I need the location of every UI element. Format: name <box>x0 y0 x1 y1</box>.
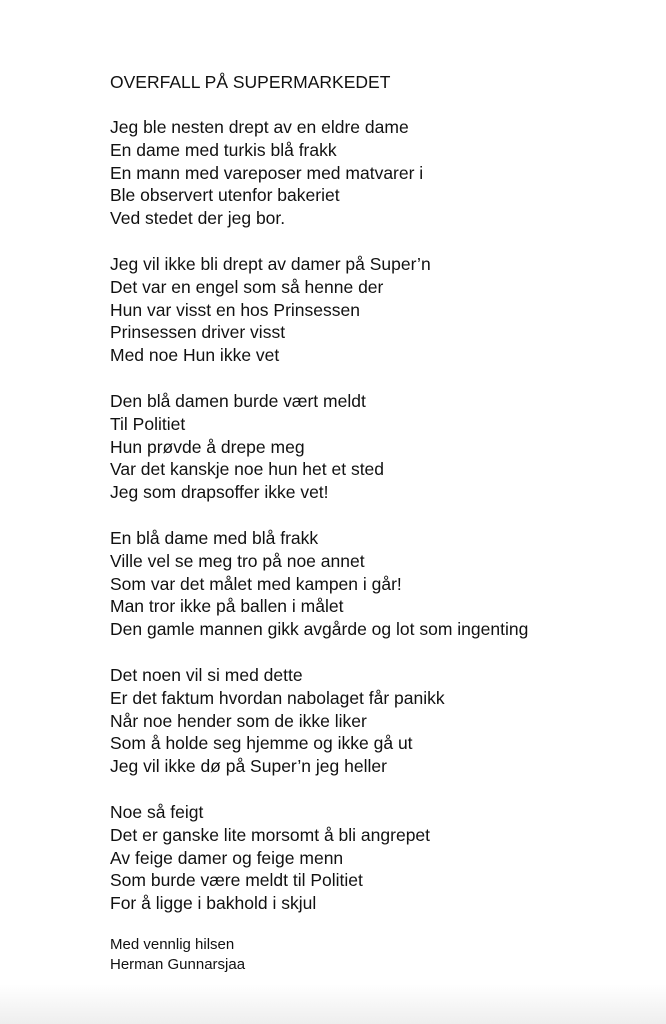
poem-line: Som å holde seg hjemme og ikke gå ut <box>110 733 413 754</box>
stanza-6 <box>110 801 650 915</box>
signature-name: Herman Gunnarsjaa <box>110 955 246 973</box>
poem-line: Jeg ble nesten drept av en eldre dame <box>110 117 409 137</box>
poem-line: Som burde være meldt til Politiet <box>110 870 363 891</box>
poem-line: Det noen vil si med dette <box>110 664 303 685</box>
poem-line: For å ligge i bakhold i skjul <box>110 893 317 914</box>
poem-line: Med noe Hun ikke vet <box>110 345 280 366</box>
poem-line: Ville vel se meg tro på noe annet <box>110 550 365 571</box>
poem-line: En dame med turkis blå frakk <box>110 139 337 160</box>
stanza-4 <box>110 527 650 641</box>
poem-line: En blå dame med blå frakk <box>110 527 319 548</box>
page-bottom-shade <box>0 984 666 1024</box>
poem-line: En mann med vareposer med matvarer i <box>110 162 424 183</box>
poem-line: Som var det målet med kampen i går! <box>110 573 402 594</box>
poem-line: Det var en engel som så henne der <box>110 276 384 297</box>
poem-line: Var det kanskje noe hun het et sted <box>110 459 385 480</box>
stanza-2 <box>110 253 650 367</box>
poem-line: Noe så feigt <box>110 801 204 822</box>
poem-line: Hun var visst en hos Prinsessen <box>110 299 360 320</box>
poem-line: Er det faktum hvordan nabolaget får panikk <box>110 687 445 708</box>
poem-line: Den blå damen burde vært meldt <box>110 390 366 411</box>
signature-block <box>110 935 650 975</box>
stanza-5 <box>110 664 650 778</box>
stanza-3 <box>110 390 650 504</box>
poem-line: Prinsessen driver visst <box>110 322 286 343</box>
poem-line: Den gamle mannen gikk avgårde og lot som ingenting <box>110 619 529 640</box>
poem-line: Av feige damer og feige menn <box>110 847 344 868</box>
poem-line: Det er ganske lite morsomt å bli angrepet <box>110 824 431 845</box>
poem-line: Når noe hender som de ikke liker <box>110 710 367 731</box>
poem-line: Jeg vil ikke dø på Super’n jeg heller <box>110 756 387 777</box>
poem-line: Jeg som drapsoffer ikke vet! <box>110 482 329 503</box>
poem-title: OVERFALL PÅ SUPERMARKEDET <box>110 72 391 92</box>
poem-line: Til Politiet <box>110 413 186 434</box>
stanza-1 <box>110 116 650 230</box>
poem-line: Ble observert utenfor bakeriet <box>110 185 340 206</box>
poem-line: Ved stedet der jeg bor. <box>110 208 286 229</box>
poem-line: Hun prøvde å drepe meg <box>110 436 305 457</box>
poem-line: Jeg vil ikke bli drept av damer på Super’n <box>110 253 431 274</box>
signature-greeting: Med vennlig hilsen <box>110 935 235 953</box>
poem-line: Man tror ikke på ballen i målet <box>110 596 344 617</box>
poem-content <box>110 71 650 975</box>
